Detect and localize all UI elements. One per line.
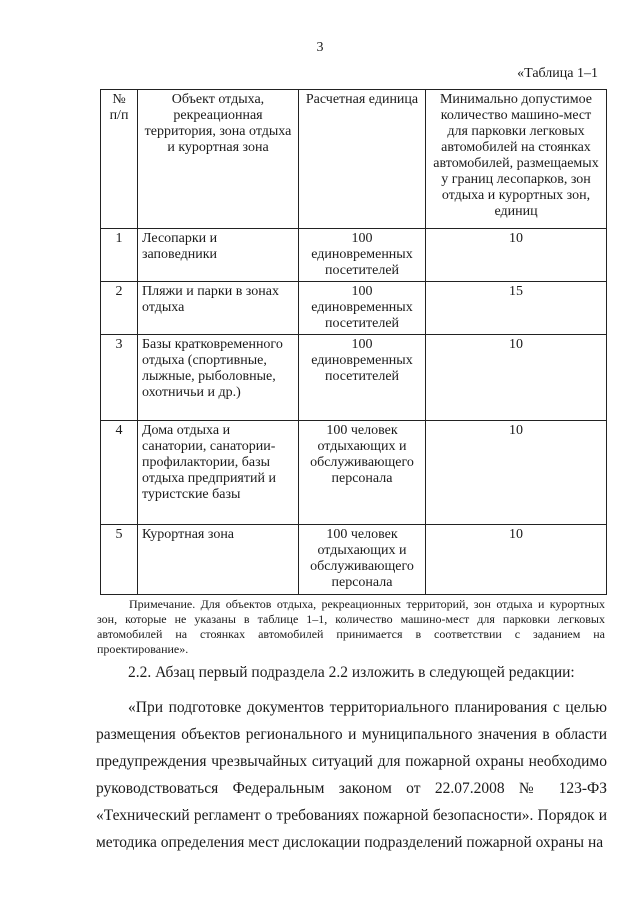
table-note: Примечание. Для объектов отдыха, рекреационных территорий, зон отдыха и курортных зон, которые не указаны в таблице 1–1, количество машино-мест для парковки легковых автомобилей на стоянках автомобилей принимается в соответствии с заданием на проектирование». bbox=[97, 597, 605, 656]
row-min-spaces: 10 bbox=[426, 525, 607, 595]
row-object: Дома отдыха и санатории, санатории-профилактории, базы отдыха предприятий и туристские базы bbox=[138, 421, 299, 525]
row-number: 4 bbox=[101, 421, 138, 525]
row-object: Курортная зона bbox=[138, 525, 299, 595]
row-unit: 100 человек отдыхающих и обслуживающего персонала bbox=[299, 525, 426, 595]
header-min-spaces: Минимально допустимое количество машино-мест для парковки легковых автомобилей на стоянках автомобилей, размещаемых у границ лесопарков, зон отдыха и курортных зон, единиц bbox=[426, 90, 607, 229]
section-heading: 2.2. Абзац первый подраздела 2.2 изложить в следующей редакции: bbox=[128, 664, 575, 681]
table-row bbox=[101, 335, 607, 421]
table-header-row bbox=[101, 90, 607, 229]
table-row bbox=[101, 282, 607, 335]
row-unit: 100 единовременных посетителей bbox=[299, 229, 426, 282]
row-min-spaces: 10 bbox=[426, 421, 607, 525]
row-min-spaces: 10 bbox=[426, 229, 607, 282]
row-object: Лесопарки и заповедники bbox=[138, 229, 299, 282]
row-number: 2 bbox=[101, 282, 138, 335]
table-row bbox=[101, 229, 607, 282]
header-object: Объект отдыха, рекреационная территория, зона отдыха и курортная зона bbox=[138, 90, 299, 229]
table-row bbox=[101, 421, 607, 525]
row-object: Базы кратковременного отдыха (спортивные, лыжные, рыболовные, охотничьи и др.) bbox=[138, 335, 299, 421]
row-number: 1 bbox=[101, 229, 138, 282]
row-unit: 100 единовременных посетителей bbox=[299, 282, 426, 335]
section-body: «При подготовке документов территориального планирования с целью размещения объектов регионального и муниципального значения в области предупреждения чрезвычайных ситуаций для пожарной охраны необходимо руководствоваться Федеральным законом от 22.07.2008 № 123-ФЗ «Технический регламент о требованиях пожарной безопасности». Порядок и методика определения мест дислокации подразделений пожарной охраны на bbox=[96, 699, 607, 851]
row-object: Пляжи и парки в зонах отдыха bbox=[138, 282, 299, 335]
parking-norms-table bbox=[100, 89, 607, 595]
row-unit: 100 единовременных посетителей bbox=[299, 335, 426, 421]
header-unit: Расчетная единица bbox=[299, 90, 426, 229]
row-min-spaces: 15 bbox=[426, 282, 607, 335]
header-number: № п/п bbox=[101, 90, 138, 229]
table-caption: «Таблица 1–1 bbox=[517, 66, 598, 81]
row-number: 3 bbox=[101, 335, 138, 421]
row-unit: 100 человек отдыхающих и обслуживающего персонала bbox=[299, 421, 426, 525]
page-number: 3 bbox=[316, 40, 324, 55]
row-min-spaces: 10 bbox=[426, 335, 607, 421]
row-number: 5 bbox=[101, 525, 138, 595]
table-row bbox=[101, 525, 607, 595]
